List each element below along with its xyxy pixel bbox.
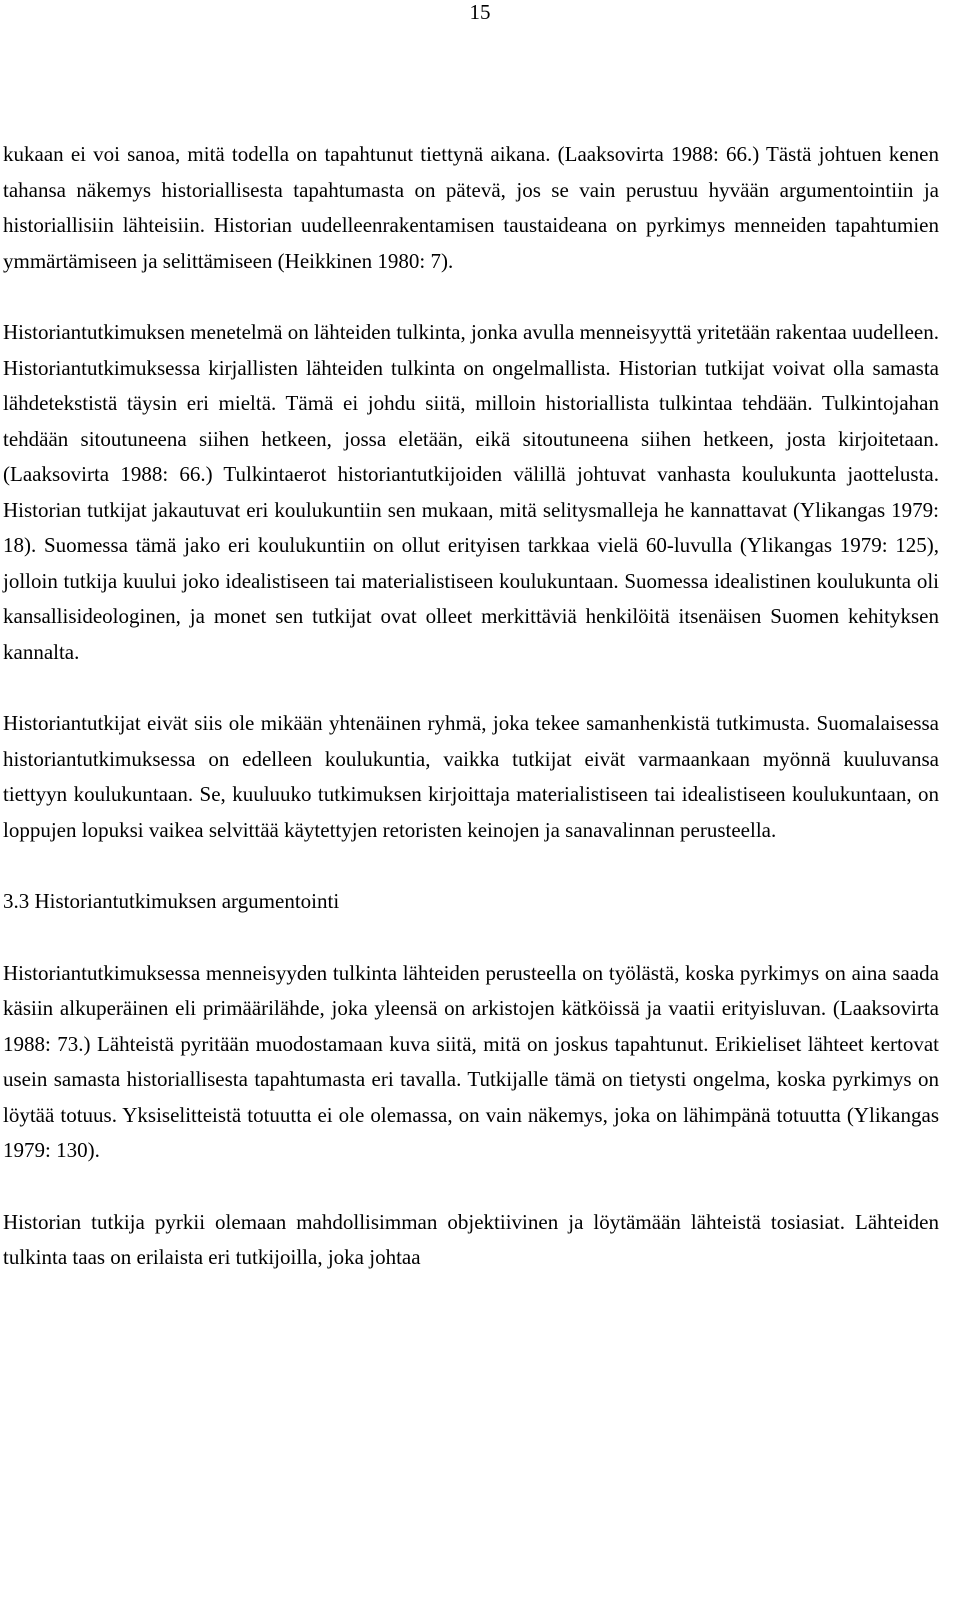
page-number: 15 bbox=[469, 0, 491, 24]
document-body bbox=[3, 137, 939, 1276]
paragraph-2: Historiantutkimuksen menetelmä on lähteiden tulkinta, jonka avulla menneisyyttä yritetään rakentaa uudelleen. Historiantutkimuksessa kirjallisten lähteiden tulkinta on ongelmallista. Historian tutkijat voivat olla samasta lähdetekstistä täysin eri mieltä. Tämä ei johdu siitä, milloin historiallista tulkintaa tehdään. Tulkintojahan tehdään sitoutuneena siihen hetkeen, jossa eletään, eikä sitoutuneena siihen hetkeen, josta kirjoitetaan. (Laaksovirta 1988: 66.) Tulkintaerot historiantutkijoiden välillä johtuvat vanhasta koulukunta jaottelusta. Historian tutkijat jakautuvat eri koulukuntiin sen mukaan, mitä selitysmalleja he kannattavat (Ylikangas 1979: 18). Suomessa tämä jako eri koulukuntiin on ollut erityisen tarkkaa vielä 60-luvulla (Ylikangas 1979: 125), jolloin tutkija kuului joko idealistiseen tai materialistiseen koulukuntaan. Suomessa idealistinen koulukunta oli kansallisideologinen, ja monet sen tutkijat ovat olleet merkittäviä henkilöitä itsenäisen Suomen kehityksen kannalta. bbox=[3, 320, 939, 664]
paragraph-5: Historian tutkija pyrkii olemaan mahdollisimman objektiivinen ja löytämään lähteistä tosiasiat. Lähteiden tulkinta taas on erilaista eri tutkijoilla, joka johtaa bbox=[3, 1209, 939, 1269]
section-heading: 3.3 Historiantutkimuksen argumentointi bbox=[3, 889, 340, 913]
paragraph-4: Historiantutkimuksessa menneisyyden tulkinta lähteiden perusteella on työlästä, koska pyrkimys on aina saada käsiin alkuperäinen eli primäärilähde, joka yleensä on arkistojen kätköissä ja vaatii erityisluvan. (Laaksovirta 1988: 73.) Lähteistä pyritään muodostamaan kuva siitä, mitä on joskus tapahtunut. Erikieliset lähteet kertovat usein samasta historiallisesta tapahtumasta eri tavalla. Tutkijalle tämä on tietysti ongelma, koska pyrkimys on löytää totuus. Yksiselitteistä totuutta ei ole olemassa, on vain näkemys, joka on lähimpänä totuutta (Ylikangas 1979: 130). bbox=[3, 960, 939, 1162]
paragraph-1: kukaan ei voi sanoa, mitä todella on tapahtunut tiettynä aikana. (Laaksovirta 1988: 66.) Tästä johtuen kenen tahansa näkemys historiallisesta tapahtumasta on pätevä, jos se vain perustuu hyvään argumentointiin ja historiallisiin lähteisiin. Historian uudelleenrakentamisen taustaideana on pyrkimys menneiden tapahtumien ymmärtämiseen ja selittämiseen (Heikkinen 1980: 7). bbox=[3, 142, 939, 273]
paragraph-3: Historiantutkijat eivät siis ole mikään yhtenäinen ryhmä, joka tekee samanhenkistä tutkimusta. Suomalaisessa historiantutkimuksessa on edelleen koulukuntia, vaikka tutkijat eivät varmaankaan myönnä kuuluvansa tiettyyn koulukuntaan. Se, kuuluuko tutkimuksen kirjoittaja materialistiseen tai idealistiseen koulukuntaan, on loppujen lopuksi vaikea selvittää käytettyjen retoristen keinojen ja sanavalinnan perusteella. bbox=[3, 711, 939, 842]
